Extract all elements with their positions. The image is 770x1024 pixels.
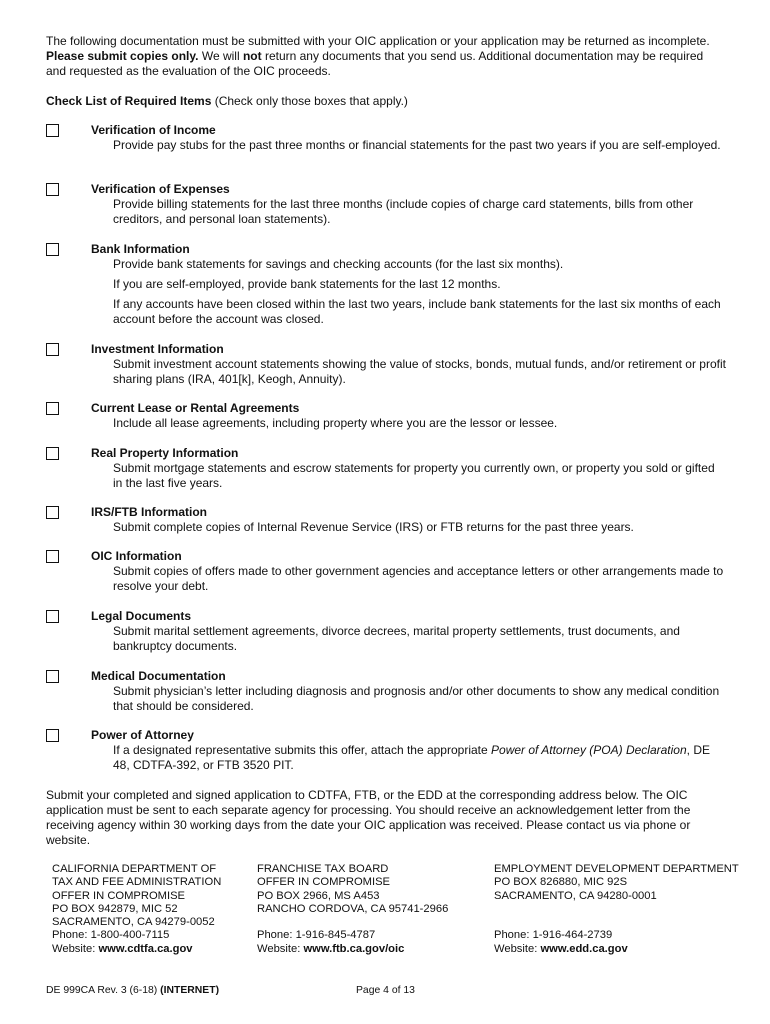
checkbox-expenses[interactable] (46, 183, 59, 196)
item-title: OIC Information (91, 549, 182, 563)
website-link-ftb[interactable]: www.ftb.ca.gov/oic (303, 942, 405, 955)
item-description: Submit marital settlement agreements, divorce decrees, marital property settlements, trust documents, and bankruptcy documents. (113, 624, 680, 653)
item-description: Submit mortgage statements and escrow statements for property you currently own, or property you sold or gifted in the last five years. (113, 461, 715, 490)
phone-cdtfa: Phone: 1-800-400-7115 (52, 929, 170, 942)
checkbox-legal[interactable] (46, 610, 59, 623)
item-description: Submit copies of offers made to other government agencies and acceptance letters or other arrangements made to resolve your debt. (113, 564, 724, 593)
page-number: Page 4 of 13 (356, 985, 415, 996)
checkbox-medical[interactable] (46, 670, 59, 683)
item-title: Legal Documents (91, 609, 192, 623)
checkbox-investment[interactable] (46, 343, 59, 356)
item-title: Verification of Expenses (91, 182, 230, 196)
address-cdtfa: CALIFORNIA DEPARTMENT OF TAX AND FEE ADMINISTRATION OFFER IN COMPROMISE PO BOX 942879, MIC 52 SACRAMENTO, CA 94279-0052 Phone: 1-800-400-7115 Website: www.cdtfa.ca.gov (52, 863, 252, 956)
item-title: IRS/FTB Information (91, 505, 207, 519)
website-link-cdtfa[interactable]: www.cdtfa.ca.gov (98, 942, 193, 955)
item-title: Medical Documentation (91, 669, 226, 683)
submit-instructions: Submit your completed and signed application to CDTFA, FTB, or the EDD at the corresponding address below. The OIC application must be sent to each separate agency for processing. You should receive an acknowledgement letter from the receiving agency within 30 working days from the date your OIC application was received. Please contact us via phone or website. (46, 788, 691, 847)
item-description: Include all lease agreements, including property where you are the lessor or lessee. (113, 416, 558, 430)
item-title: Verification of Income (91, 123, 216, 137)
item-description: Provide pay stubs for the past three months or financial statements for the past two years if you are self-employed. (113, 138, 721, 152)
item-description: Submit investment account statements showing the value of stocks, bonds, mutual funds, and/or retirement or profit sharing plans (IRA, 401[k], Keogh, Annuity). (113, 357, 726, 386)
item-description: If a designated representative submits this offer, attach the appropriate Power of Attorney (POA) Declaration, DE 48, CDTFA-392, or FTB 3520 PIT. (113, 743, 710, 772)
item-title: Bank Information (91, 242, 190, 256)
website-link-edd[interactable]: www.edd.ca.gov (540, 942, 628, 955)
phone-edd: Phone: 1-916-464-2739 (494, 929, 613, 942)
item-description: Submit complete copies of Internal Revenue Service (IRS) or FTB returns for the past three years. (113, 520, 634, 534)
phone-ftb: Phone: 1-916-845-4787 (257, 929, 376, 942)
address-edd: EMPLOYMENT DEVELOPMENT DEPARTMENT PO BOX 826880, MIC 92S SACRAMENTO, CA 94280-0001 Phone: 1-916-464-2739 Website: www.edd.ca.gov (494, 863, 744, 956)
item-title: Real Property Information (91, 446, 239, 460)
checkbox-oic[interactable] (46, 550, 59, 563)
checkbox-real-property[interactable] (46, 447, 59, 460)
item-title: Current Lease or Rental Agreements (91, 401, 300, 415)
checkbox-irs-ftb[interactable] (46, 506, 59, 519)
form-number: DE 999CA Rev. 3 (6-18) (INTERNET) (46, 985, 220, 996)
item-description: Submit physician’s letter including diagnosis and prognosis and/or other documents to show any medical condition that should be considered. (113, 684, 720, 713)
item-description: Provide bank statements for savings and checking accounts (for the last six months). If you are self-employed, provide bank statements for the last 12 months. If any accounts have been closed within the last two years, include bank statements for the last six months of each account before the account was closed. (113, 257, 721, 326)
checkbox-lease[interactable] (46, 402, 59, 415)
item-title: Investment Information (91, 342, 224, 356)
item-description: Provide billing statements for the last three months (include copies of charge card statements, bills from other creditors, and personal loan statements). (113, 197, 694, 226)
intro-paragraph: The following documentation must be submitted with your OIC application or your application may be returned as incomplete. Please submit copies only. We will not return any documents that you send us. Additional documentation may be required and requested as the evaluation of the OIC proceeds. (46, 34, 710, 78)
address-ftb: FRANCHISE TAX BOARD OFFER IN COMPROMISE PO BOX 2966, MS A453 RANCHO CORDOVA, CA 95741-2966 Phone: 1-916-845-4787 Website: www.ftb.ca.gov/oic (257, 863, 487, 956)
checklist-heading: Check List of Required Items (Check only those boxes that apply.) (46, 94, 408, 108)
checkbox-bank[interactable] (46, 243, 59, 256)
checkbox-income[interactable] (46, 124, 59, 137)
checkbox-poa[interactable] (46, 729, 59, 742)
item-title: Power of Attorney (91, 728, 194, 742)
